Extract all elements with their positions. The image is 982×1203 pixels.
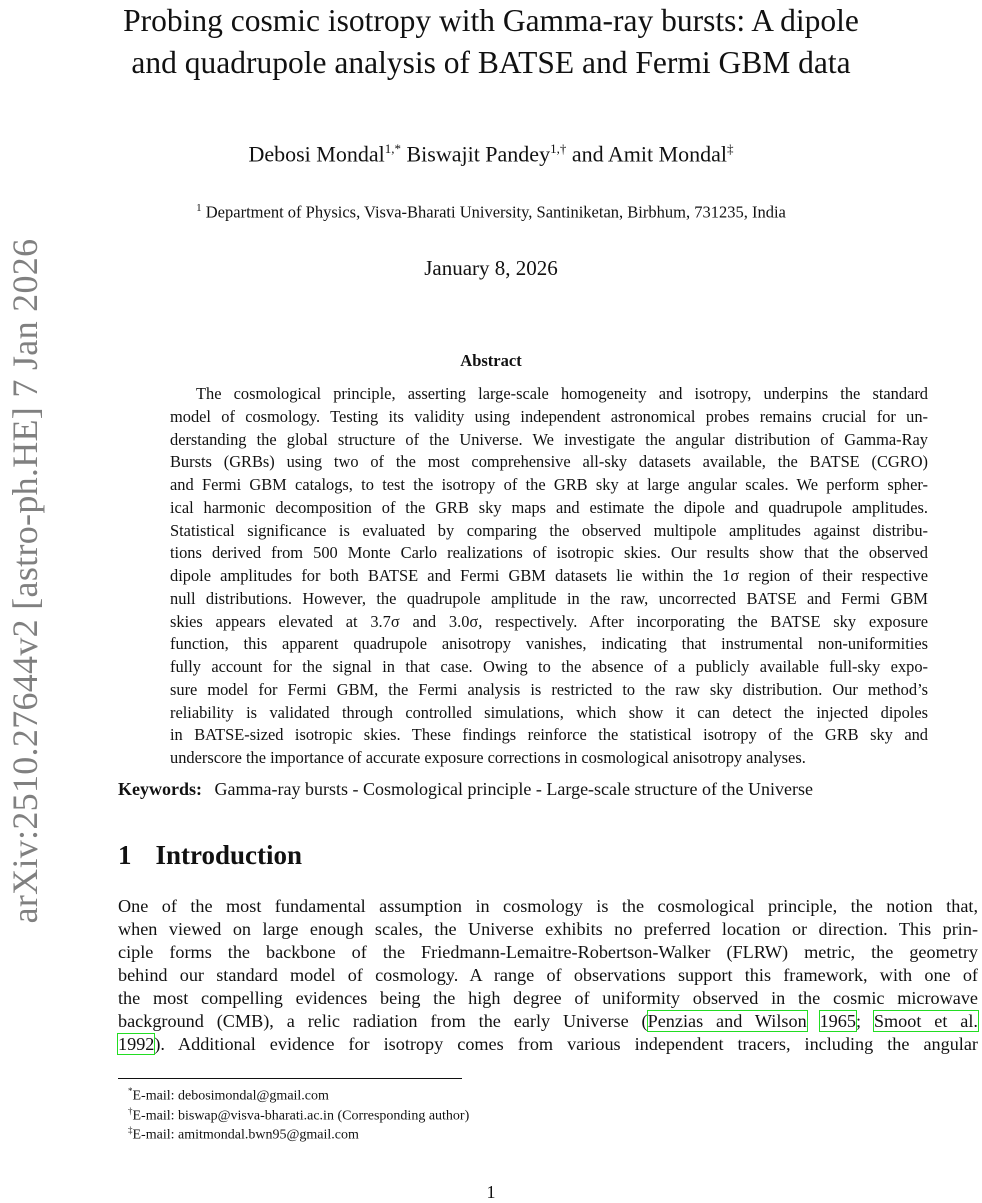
footnote-rule [118, 1078, 462, 1079]
intro-line [118, 964, 978, 987]
abstract-line: fully account for the signal in that case. Owing to the absence of a publicly available full-sky expo- [170, 657, 928, 676]
section-heading [118, 840, 302, 871]
author-mark: 1,* [384, 141, 401, 156]
footnote-mark: † [128, 1106, 133, 1116]
title-line: Probing cosmic isotropy with Gamma-ray bursts: A dipole [123, 3, 859, 38]
intro-line [118, 895, 978, 918]
intro-text: ; [855, 1011, 874, 1031]
intro-line [118, 1010, 978, 1033]
citation-link[interactable]: 1965 [819, 1011, 856, 1031]
abstract-line: The cosmological principle, asserting large-scale homogeneity and isotropy, underpins the standard [196, 384, 928, 403]
paper-title [0, 0, 982, 84]
intro-line [118, 1033, 978, 1056]
citation-link[interactable]: 1992 [118, 1034, 155, 1054]
intro-line [118, 918, 978, 941]
abstract-line: skies appears elevated at 3.7σ and 3.0σ, respectively. After incorporating the BATSE sky exposure [170, 611, 928, 631]
intro-text: background (CMB), a relic radiation from the early Universe ( [118, 1011, 648, 1031]
intro-text: ciple forms the backbone of the Friedmann-Lemaitre-Robertson-Walker (FLRW) metric, the geometry [118, 942, 978, 962]
abstract-line: model of cosmology. Testing its validity using independent astronomical probes remains crucial for un- [170, 406, 928, 426]
abstract-line: null distributions. However, the quadrupole amplitude in the raw, uncorrected BATSE and Fermi GBM [170, 588, 928, 608]
paper-date: January 8, 2026 [424, 256, 558, 280]
author-mark: 1,† [550, 141, 567, 156]
footnote-mark: ‡ [128, 1125, 133, 1135]
abstract-line: derstanding the global structure of the Universe. We investigate the angular distribution of Gamma-Ray [170, 429, 928, 449]
intro-text: the most compelling evidences being the high degree of uniformity observed in the cosmic microwave [118, 988, 978, 1008]
abstract-line: dipole amplitudes for both BATSE and Fermi GBM datasets lie within the 1σ region of their respective [170, 566, 928, 585]
title-line: and quadrupole analysis of BATSE and Fermi GBM data [131, 45, 851, 80]
section-title: Introduction [155, 840, 303, 870]
intro-text: when viewed on large enough scales, the Universe exhibits no preferred location or direction. This prin- [118, 919, 978, 939]
keywords-label: Keywords: [118, 779, 202, 799]
abstract-heading: Abstract [460, 351, 522, 370]
author-name: and Amit Mondal [571, 141, 728, 167]
page-number: 1 [486, 1182, 496, 1202]
keywords-text: Gamma-ray bursts - Cosmological principle - Large-scale structure of the Universe [214, 779, 813, 799]
author-list [0, 141, 982, 167]
author-name: Biswajit Pandey [406, 141, 551, 167]
intro-line [118, 941, 978, 964]
abstract-line: reliability is validated through controlled simulations, which show it can detect the injected dipoles [170, 702, 928, 722]
abstract-line: underscore the importance of accurate exposure corrections in cosmological anisotropy analyses. [170, 748, 806, 767]
intro-text [807, 1011, 820, 1031]
footnote-mark: * [128, 1086, 133, 1096]
abstract-line: Statistical significance is evaluated by comparing the observed multipole amplitudes against distribu- [170, 520, 928, 540]
footnote [128, 1086, 329, 1105]
footnote-text: E-mail: amitmondal.bwn95@gmail.com [132, 1127, 359, 1143]
affiliation-mark: 1 [196, 202, 202, 214]
affiliation [0, 202, 982, 223]
abstract-line: sure model for Fermi GBM, the Fermi analysis is restricted to the raw sky distribution. Our method’s [170, 679, 928, 699]
footnote-text: E-mail: debosimondal@gmail.com [132, 1088, 329, 1104]
section-number: 1 [118, 840, 132, 870]
author-mark: ‡ [727, 141, 734, 156]
footnote-text: E-mail: biswap@visva-bharati.ac.in (Corresponding author) [132, 1108, 470, 1124]
abstract-line: ical harmonic decomposition of the GRB sky maps and estimate the dipole and quadrupole amplitudes. [170, 497, 928, 517]
intro-text: behind our standard model of cosmology. A range of observations support this framework, with one of [118, 965, 978, 985]
abstract-line: function, this apparent quadrupole anisotropy vanishes, indicating that instrumental non-uniformities [170, 634, 928, 654]
abstract-line: tions derived from 500 Monte Carlo realizations of isotropic skies. Our results show that the observed [170, 543, 928, 563]
arxiv-stamp: arXiv:2510.27644v2 [astro-ph.HE] 7 Jan 2026 [5, 238, 45, 924]
author-name: Debosi Mondal [248, 141, 385, 167]
keywords [118, 779, 813, 800]
footnote [128, 1125, 359, 1144]
footnote [128, 1106, 469, 1125]
affiliation-text: Department of Physics, Visva-Bharati University, Santiniketan, Birbhum, 731235, India [205, 202, 786, 222]
citation-link[interactable]: Penzias and Wilson [647, 1011, 807, 1031]
abstract-line: in BATSE-sized isotropic skies. These findings reinforce the statistical isotropy of the GRB sky and [170, 725, 928, 745]
intro-line [118, 987, 978, 1010]
intro-text: One of the most fundamental assumption in cosmology is the cosmological principle, the notion that, [118, 896, 978, 916]
abstract-line: Bursts (GRBs) using two of the most comprehensive all-sky datasets available, the BATSE (CGRO) [170, 452, 928, 472]
abstract-line: and Fermi GBM catalogs, to test the isotropy of the GRB sky at large angular scales. We perform spher- [170, 475, 928, 494]
intro-text: ). Additional evidence for isotropy comes from various independent tracers, including the angular [154, 1034, 978, 1054]
citation-link[interactable]: Smoot et al. [873, 1011, 978, 1031]
